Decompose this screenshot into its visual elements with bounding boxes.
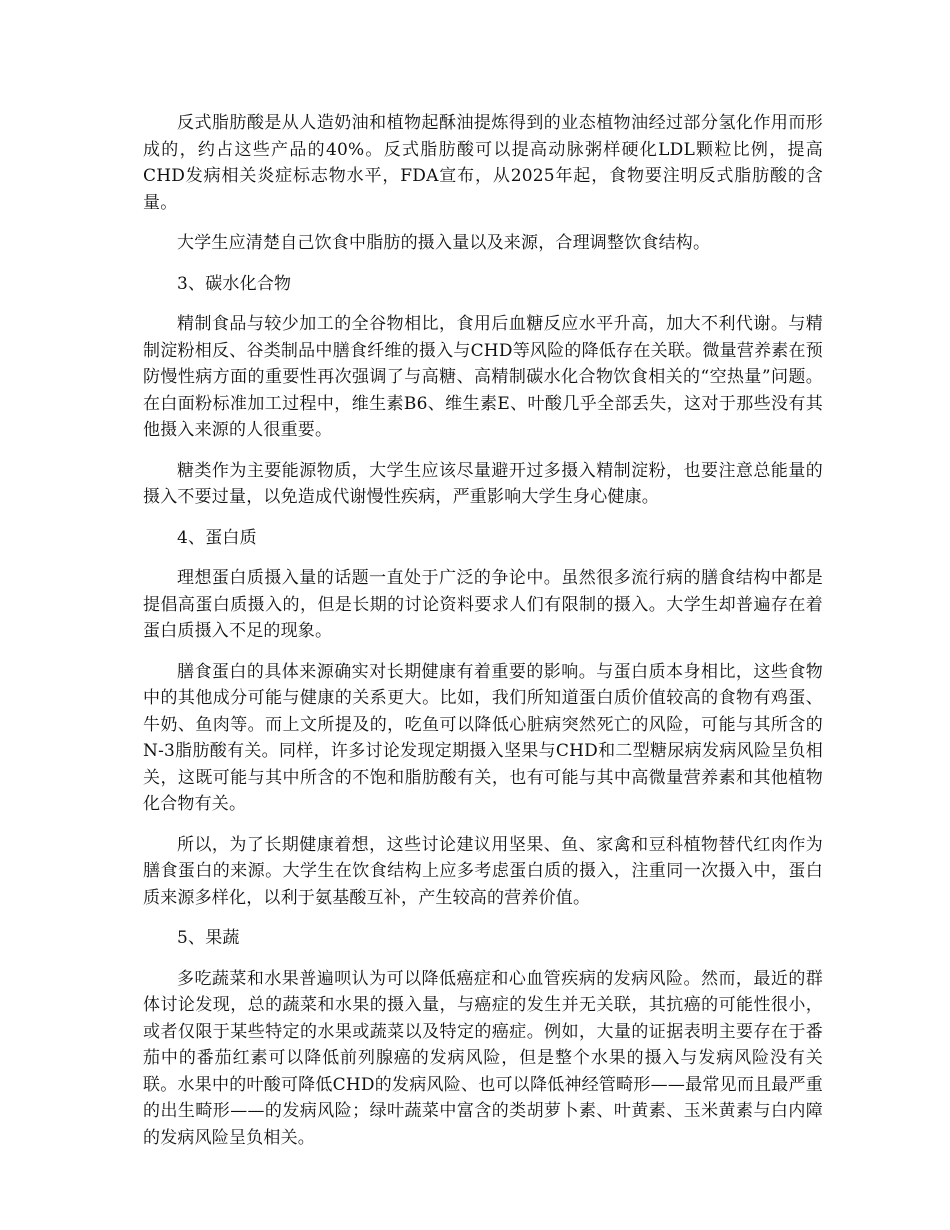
paragraph-sugar-advice: 糖类作为主要能源物质，大学生应该尽量避开过多摄入精制淀粉，也要注意总能量的摄入不要过量，以免造成代谢慢性疾病，严重影响大学生身心健康。 — [143, 460, 823, 507]
document-body — [143, 110, 823, 1165]
paragraph-protein-intake: 理想蛋白质摄入量的话题一直处于广泛的争论中。虽然很多流行病的膳食结构中都是提倡高蛋白质摄入的，但是长期的讨论资料要求人们有限制的摄入。大学生却普遍存在着蛋白质摄入不足的现象。 — [143, 568, 823, 641]
paragraph-protein-sources: 膳食蛋白的具体来源确实对长期健康有着重要的影响。与蛋白质本身相比，这些食物中的其他成分可能与健康的关系更大。比如，我们所知道蛋白质价值较高的食物有鸡蛋、牛奶、鱼肉等。而上文所提及的，吃鱼可以降低心脏病突然死亡的风险，可能与其所含的N-3脂肪酸有关。同样，许多讨论发现定期摄入坚果与CHD和二型糖尿病发病风险呈负相关，这既可能与其中所含的不饱和脂肪酸有关，也有可能与其中高微量营养素和其他植物化合物有关。 — [143, 661, 823, 814]
paragraph-fat-advice: 大学生应清楚自己饮食中脂肪的摄入量以及来源，合理调整饮食结构。 — [177, 233, 711, 253]
paragraph-trans-fat: 反式脂肪酸是从人造奶油和植物起酥油提炼得到的业态植物油经过部分氢化作用而形成的，约占这些产品的40%。反式脂肪酸可以提高动脉粥样硬化LDL颗粒比例，提高CHD发病相关炎症标志物水平，FDA宣布，从2025年起，食物要注明反式脂肪酸的含量。 — [143, 113, 823, 213]
paragraph-fruits-vegetables: 多吃蔬菜和水果普遍呗认为可以降低癌症和心血管疾病的发病风险。然而，最近的群体讨论发现，总的蔬菜和水果的摄入量，与癌症的发生并无关联，其抗癌的可能性很小，或者仅限于某些特定的水果或蔬菜以及特定的癌症。例如，大量的证据表明主要存在于番茄中的番茄红素可以降低前列腺癌的发病风险，但是整个水果的摄入与发病风险没有关联。水果中的叶酸可降低CHD的发病风险、也可以降低神经管畸形——最常见而且最严重的出生畸形——的发病风险；绿叶蔬菜中富含的类胡萝卜素、叶黄素、玉米黄素与白内障的发病风险呈负相关。 — [143, 968, 823, 1148]
paragraph-protein-advice: 所以，为了长期健康着想，这些讨论建议用坚果、鱼、家禽和豆科植物替代红肉作为膳食蛋白的来源。大学生在饮食结构上应多考虑蛋白质的摄入，注重同一次摄入中，蛋白质来源多样化，以利于氨基酸互补，产生较高的营养价值。 — [143, 834, 823, 908]
section-heading-protein: 4、蛋白质 — [177, 527, 257, 548]
section-heading-fruits-vegetables: 5、果蔬 — [177, 928, 240, 948]
section-heading-carbohydrates: 3、碳水化合物 — [177, 273, 292, 294]
paragraph-refined-foods: 精制食品与较少加工的全谷物相比，食用后血糖反应水平升高，加大不利代谢。与精制淀粉相反、谷类制品中膳食纤维的摄入与CHD等风险的降低存在关联。微量营养素在预防慢性病方面的重要性再次强调了与高糖、高精制碳水化合物饮食相关的“空热量”问题。在白面粉标准加工过程中，维生素B6、维生素E、叶酸几乎全部丢失，这对于那些没有其他摄入来源的人很重要。 — [143, 314, 823, 440]
